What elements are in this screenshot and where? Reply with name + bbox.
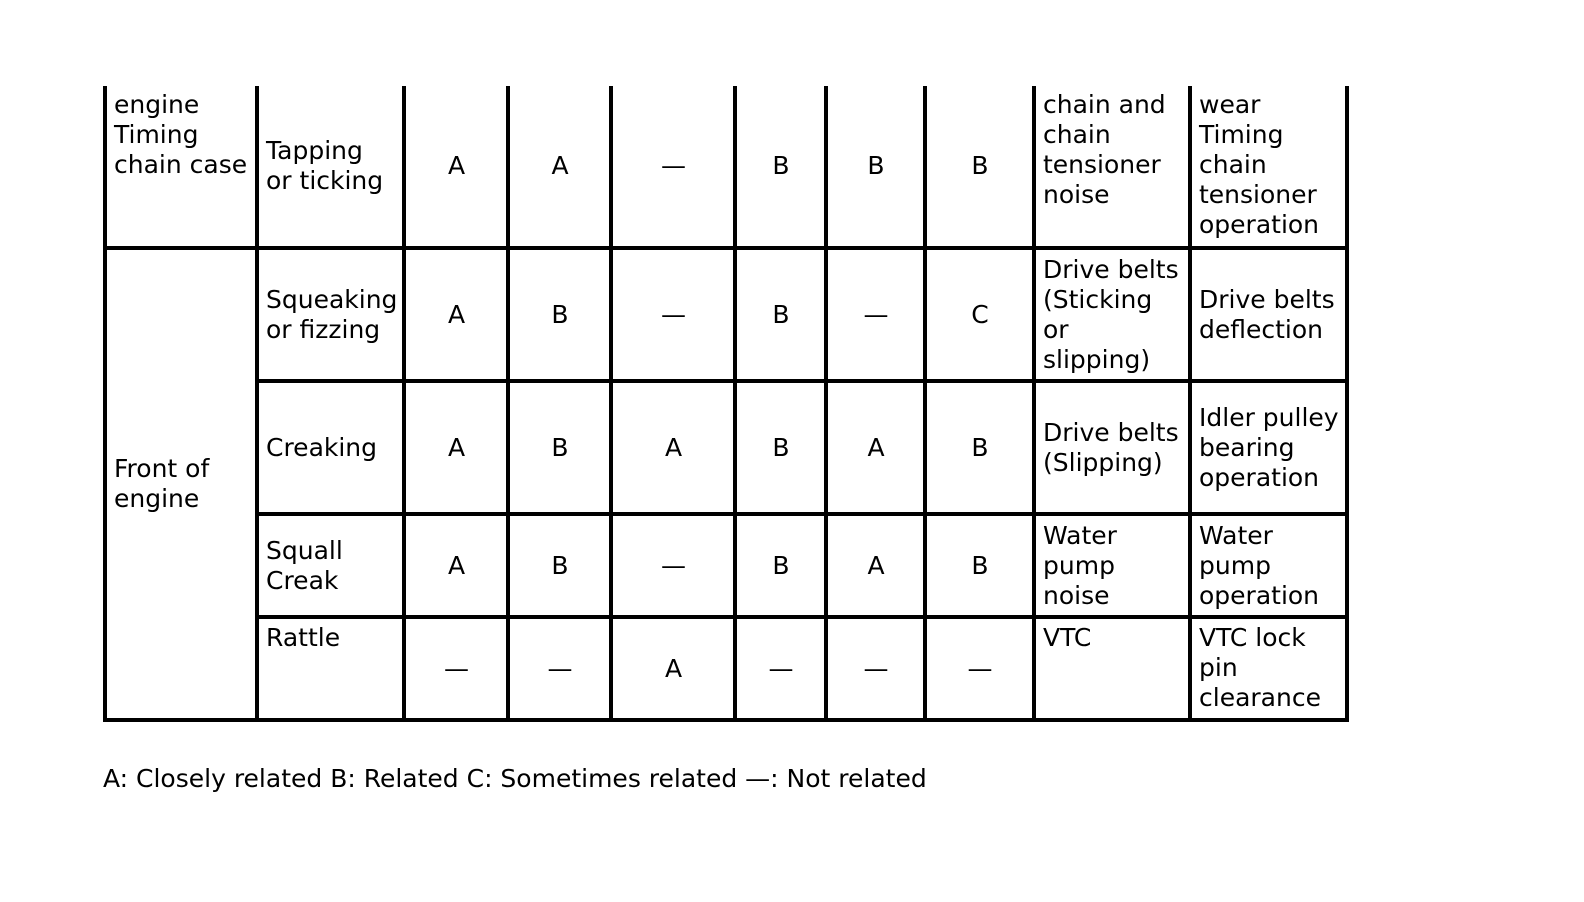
location-cell: engine Timing chain case — [105, 86, 257, 248]
rating-cell: — — [826, 617, 925, 720]
table-row — [105, 86, 1347, 248]
table-row — [105, 514, 1347, 617]
check-cell: Drive belts deflection — [1190, 248, 1347, 381]
rating-cell: — — [611, 86, 735, 248]
rating-cell: C — [925, 248, 1034, 381]
rating-cell: A — [826, 381, 925, 514]
rating-cell: — — [508, 617, 611, 720]
rating-legend: A: Closely related B: Related C: Sometimes related —: Not related — [103, 764, 927, 793]
check-cell: VTC lock pin clearance — [1190, 617, 1347, 720]
rating-cell: — — [611, 514, 735, 617]
rating-cell: B — [735, 514, 826, 617]
rating-cell: — — [404, 617, 508, 720]
rating-cell: A — [404, 86, 508, 248]
table-row — [105, 248, 1347, 381]
rating-cell: B — [925, 514, 1034, 617]
cause-cell: Drive belts (Slipping) — [1034, 381, 1190, 514]
rating-cell: B — [508, 514, 611, 617]
cause-cell: Drive belts (Sticking or slipping) — [1034, 248, 1190, 381]
noise-type-cell: Tapping or ticking — [257, 86, 404, 248]
location-cell: Front of engine — [105, 248, 257, 720]
check-cell: wear Timing chain tensioner operation — [1190, 86, 1347, 248]
rating-cell: A — [508, 86, 611, 248]
rating-cell: A — [611, 381, 735, 514]
noise-type-cell: Creaking — [257, 381, 404, 514]
noise-diagnosis-table — [103, 86, 1349, 722]
rating-cell: — — [735, 617, 826, 720]
rating-cell: B — [735, 86, 826, 248]
rating-cell: A — [404, 381, 508, 514]
rating-cell: — — [826, 248, 925, 381]
cause-cell: VTC — [1034, 617, 1190, 720]
noise-type-cell: Squall Creak — [257, 514, 404, 617]
rating-cell: B — [508, 381, 611, 514]
cause-cell: chain and chain tensioner noise — [1034, 86, 1190, 248]
rating-cell: B — [925, 86, 1034, 248]
rating-cell: B — [735, 381, 826, 514]
rating-cell: B — [925, 381, 1034, 514]
table-row — [105, 617, 1347, 720]
noise-type-cell: Squeaking or fizzing — [257, 248, 404, 381]
rating-cell: B — [826, 86, 925, 248]
check-cell: Water pump operation — [1190, 514, 1347, 617]
rating-cell: A — [404, 514, 508, 617]
table-row — [105, 381, 1347, 514]
noise-type-cell: Rattle — [257, 617, 404, 720]
rating-cell: A — [826, 514, 925, 617]
rating-cell: B — [508, 248, 611, 381]
rating-cell: B — [735, 248, 826, 381]
rating-cell: A — [611, 617, 735, 720]
rating-cell: A — [404, 248, 508, 381]
rating-cell: — — [611, 248, 735, 381]
check-cell: Idler pulley bearing operation — [1190, 381, 1347, 514]
cause-cell: Water pump noise — [1034, 514, 1190, 617]
rating-cell: — — [925, 617, 1034, 720]
